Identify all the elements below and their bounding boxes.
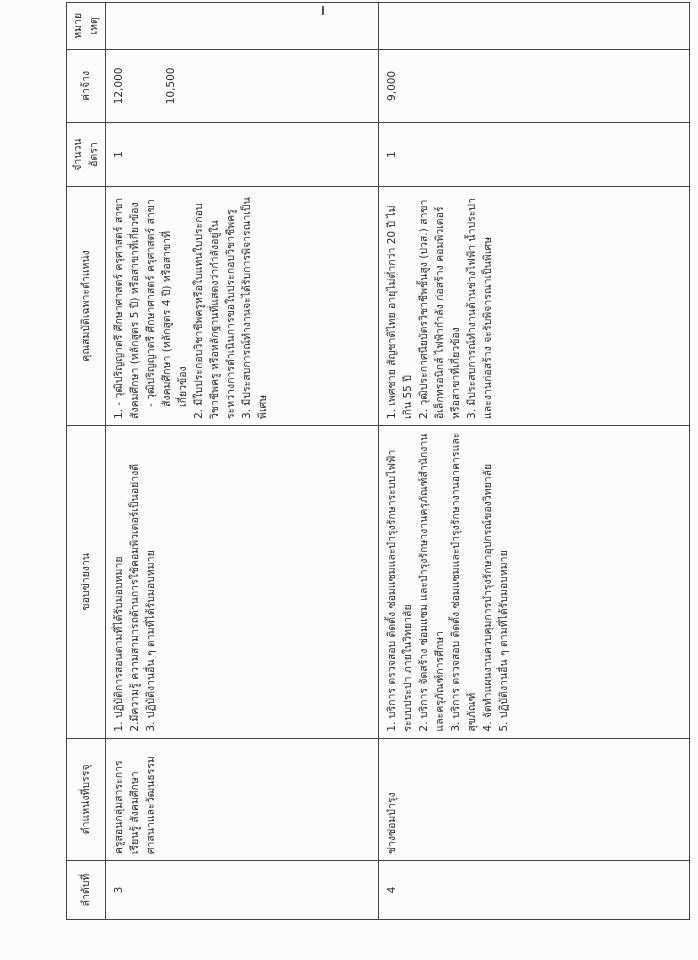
row-wage xyxy=(379,49,690,123)
duty-item: 5. ปฏิบัติงานอื่น ๆ ตามที่ได้รับมอบหมาย xyxy=(498,550,510,732)
row-position: ช่างซ่อมบำรุง xyxy=(379,738,690,861)
qualification-item: 1. เพศชาย สัญชาติไทย อายุไม่ต่ำกว่า 20 ปี ไม่เกิน 55 ปี xyxy=(386,205,414,419)
wage-value: 10,500 xyxy=(165,67,177,105)
table-row xyxy=(379,3,690,920)
duty-item: 3. ปฏิบัติงานอื่น ๆ ตามที่ได้รับมอบหมาย xyxy=(145,550,157,732)
row-wage xyxy=(106,49,379,123)
header-position: ตำแหน่งที่บรรจุ xyxy=(67,738,106,861)
wage-value: 9,000 xyxy=(386,70,398,101)
duty-item: 3. บริการ ตรวจสอบ ติดตั้ง ซ่อมแซมและบำรุงรักษางานอาคารและสุขภัณฑ์ xyxy=(450,432,478,732)
row-count: 1 xyxy=(106,123,379,187)
qualification-item: 1. - วุฒิปริญญาตรี ศึกษาศาสตร์ ครุศาสตร์ สาขาสังคมศึกษา (หลักสูตร 5 ปี) หรือสาขาที่เกี่ยวข้อง xyxy=(113,197,141,419)
header-wage: ค่าจ้าง xyxy=(67,49,106,123)
qualification-item: 3. มีประสบการณ์ทำงานจะได้รับการพิจารณาเป็นพิเศษ xyxy=(241,197,269,419)
row-remark xyxy=(379,3,690,50)
wage-value: 12,000 xyxy=(113,67,125,105)
row-qualifications xyxy=(106,186,379,425)
header-qualifications: คุณสมบัติเฉพาะตำแหน่ง xyxy=(67,186,106,425)
job-vacancy-table xyxy=(66,2,690,920)
header-duties: ขอบข่ายงาน xyxy=(67,425,106,738)
header-count: จำนวน อัตรา xyxy=(67,123,106,187)
row-duties xyxy=(106,425,379,738)
row-no: 4 xyxy=(379,861,690,920)
qualification-item: - วุฒิปริญญาตรี ศึกษาศาสตร์ ครุศาสตร์ สาขาสังคมศึกษา (หลักสูตร 4 ปี) หรือสาขาที่เกี่ยวข้อง xyxy=(145,199,189,407)
row-position: ครูสอนกลุ่มสาระการเรียนรู้ สังคมศึกษา ศาสนาและวัฒนธรรม xyxy=(106,738,379,861)
duty-item: 1. ปฏิบัติการสอนตามที่ได้รับมอบหมาย xyxy=(113,556,125,732)
header-remark: หมาย เหตุ xyxy=(67,3,106,50)
table-row xyxy=(106,3,379,920)
rotated-table-wrapper xyxy=(66,2,688,920)
row-qualifications xyxy=(379,186,690,425)
row-count: 1 xyxy=(379,123,690,187)
table-header-row xyxy=(67,3,106,920)
row-duties xyxy=(379,425,690,738)
duty-item: 4. จัดทำแผนงานควบคุมการบำรุงรักษาอุปกรณ์ของวิทยาลัย xyxy=(482,463,494,732)
qualification-item: 2. วุฒิประกาศนียบัตรวิชาชีพชั้นสูง (ปวส.) สาขาอิเล็กทรอนิกส์ ไฟฟ้ากำลัง ก่อสร้าง คอมพิวเตอร์ หรือสาขาที่เกี่ยวข้อง xyxy=(418,199,462,419)
row-remark xyxy=(106,3,379,50)
duty-item: 2.มีความรู้ ความสามารถด้านการใช้คอมพิวเตอร์เป็นอย่างดี xyxy=(129,463,141,732)
header-no: ลำดับที่ xyxy=(67,861,106,920)
duty-item: 1. บริการ ตรวจสอบ ติดตั้ง ซ่อมแซมและบำรุงรักษาระบบไฟฟ้า ระบบประปา ภายในวิทยาลัย xyxy=(386,449,414,732)
duty-item: 2. บริการ จัดสร้าง ซ่อมแซม และบำรุงรักษางานครุภัณฑ์สำนักงาน และครุภัณฑ์การศึกษา xyxy=(418,433,446,732)
qualification-item: 3. มีประสบการณ์ทำงานด้านช่างไฟฟ้า น้ำประปาและงานก่อสร้าง จะรับพิจารณาเป็นพิเศษ xyxy=(466,198,494,419)
qualification-item: 2. มีใบประกอบวิชาชีพครูหรือใบแทนใบประกอบวิชาชีพครู หรือหลักฐานที่แสดงว่ากำลังอยู่ในระหว่างการดำเนินการขอใบประกอบวิชาชีพครู xyxy=(193,203,237,419)
row-no: 3 xyxy=(106,861,379,920)
